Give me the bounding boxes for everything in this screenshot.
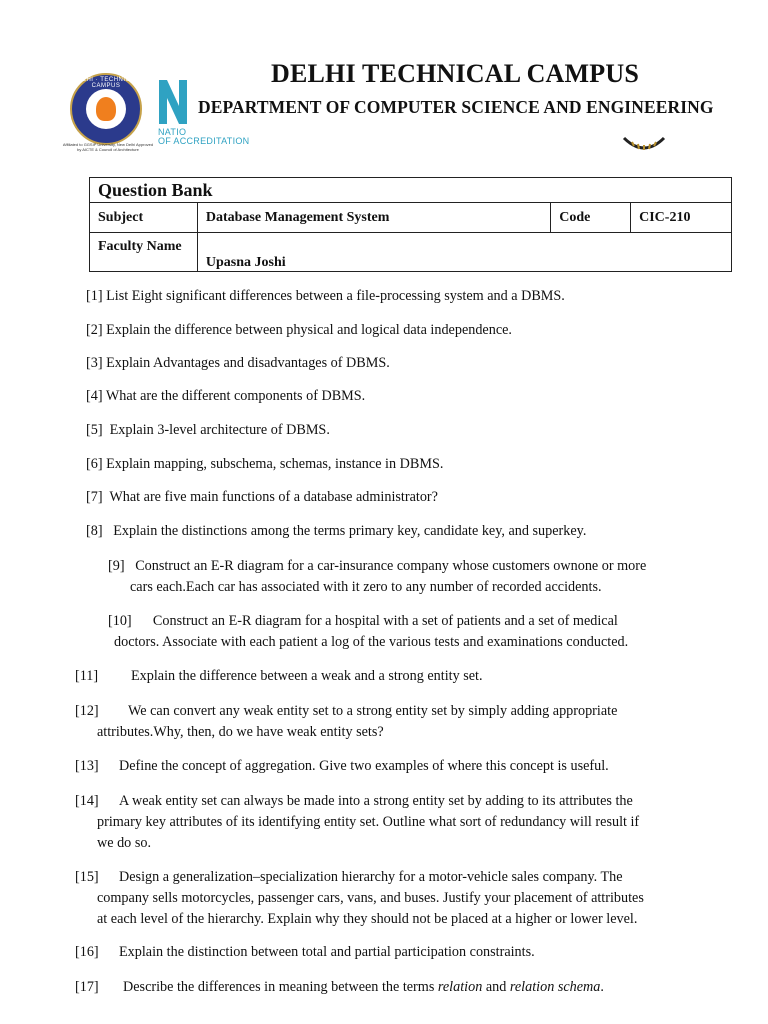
question-text: Explain the distinction between total and partial participation constraints. xyxy=(119,944,535,960)
subject-value: Database Management System xyxy=(197,203,550,233)
question-text: What are the different components of DBMS. xyxy=(105,388,366,404)
question-text-end: . xyxy=(600,979,604,995)
question-bank-title: Question Bank xyxy=(90,178,732,203)
question-number: [17] xyxy=(75,979,99,995)
question-number: [16] xyxy=(75,944,99,960)
question-text: Explain 3-level architecture of DBMS. xyxy=(109,422,330,438)
question-number: [9] xyxy=(108,558,125,574)
question-text: Construct an E-R diagram for a car-insurance company whose customers ownone or more xyxy=(135,558,647,574)
table-row xyxy=(90,203,732,233)
accreditation-line-1: NATIO xyxy=(158,127,187,137)
table-title-row xyxy=(90,178,732,203)
question-number: [10] xyxy=(108,613,132,629)
question-number: [11] xyxy=(75,668,99,684)
question-4 xyxy=(86,386,365,407)
question-text: Explain the difference between physical and logical data independence. xyxy=(106,322,512,338)
department-title: DEPARTMENT OF COMPUTER SCIENCE AND ENGINEERING xyxy=(198,97,714,117)
question-number: [5] xyxy=(86,422,103,438)
question-14 xyxy=(75,791,633,812)
question-text: Explain Advantages and disadvantages of DBMS. xyxy=(106,355,390,371)
term-relation-schema: relation schema xyxy=(509,979,601,995)
college-title: DELHI TECHNICAL CAMPUS xyxy=(271,59,639,88)
logo-ring-text: DELHI · TECHNICAL CAMPUS xyxy=(73,77,139,89)
subject-label: Subject xyxy=(90,203,198,233)
emblem-icon xyxy=(622,132,666,154)
question-6 xyxy=(86,454,443,475)
question-15 xyxy=(75,867,623,888)
question-text: We can convert any weak entity set to a strong entity set by simply adding appropriate xyxy=(128,703,618,719)
question-text: Explain the distinctions among the terms primary key, candidate key, and superkey. xyxy=(113,523,587,539)
question-text-join: and xyxy=(482,979,510,995)
question-7 xyxy=(86,487,438,508)
question-text: A weak entity set can always be made into a strong entity set by adding to its attributes the xyxy=(119,793,633,809)
question-number: [8] xyxy=(86,523,103,539)
faculty-label: Faculty Name xyxy=(90,233,198,272)
question-number: [4] xyxy=(86,388,103,404)
question-14-cont-2: we do so. xyxy=(97,835,151,851)
faculty-value: Upasna Joshi xyxy=(197,233,731,272)
question-number: [2] xyxy=(86,322,103,338)
question-text: Design a generalization–specialization hierarchy for a motor-vehicle sales company. The xyxy=(119,869,623,885)
question-14-cont: primary key attributes of its identifying entity set. Outline what sort of redundancy will result if xyxy=(97,814,640,830)
term-relation: relation xyxy=(437,979,483,995)
question-9-cont: cars each.Each car has associated with it zero to any number of recorded accidents. xyxy=(130,579,602,595)
question-2 xyxy=(86,320,512,341)
code-value: CIC-210 xyxy=(631,203,732,233)
question-number: [14] xyxy=(75,793,99,809)
question-16 xyxy=(75,942,535,963)
question-5 xyxy=(86,420,330,441)
question-10 xyxy=(108,611,618,632)
question-text: Describe the differences in meaning between the terms xyxy=(123,979,438,995)
question-15-cont-2: at each level of the hierarchy. Explain why they should not be placed at a higher or lower level. xyxy=(97,911,638,927)
flame-icon xyxy=(96,97,116,121)
code-label: Code xyxy=(551,203,631,233)
question-text: Construct an E-R diagram for a hospital with a set of patients and a set of medical xyxy=(152,613,618,629)
question-15-cont: company sells motorcycles, passenger cars, vans, and buses. Justify your placement of attributes xyxy=(97,890,644,906)
accreditation-line-2: OF ACCREDITATION xyxy=(158,136,250,146)
question-number: [12] xyxy=(75,703,99,719)
logo-emblem xyxy=(86,89,126,129)
question-text: Define the concept of aggregation. Give two examples of where this concept is useful. xyxy=(119,758,609,774)
question-number: [3] xyxy=(86,355,103,371)
question-3 xyxy=(86,353,390,374)
question-text: Explain mapping, subschema, schemas, instance in DBMS. xyxy=(106,456,444,472)
question-17 xyxy=(75,977,604,998)
question-10-cont: doctors. Associate with each patient a log of the various tests and examinations conducted. xyxy=(114,634,629,650)
question-12-cont: attributes.Why, then, do we have weak entity sets? xyxy=(97,724,384,740)
question-8 xyxy=(86,521,586,542)
table-row xyxy=(90,233,732,272)
question-number: [15] xyxy=(75,869,99,885)
question-12 xyxy=(75,701,617,722)
question-13 xyxy=(75,756,609,777)
question-1 xyxy=(86,286,565,307)
question-9 xyxy=(108,556,646,577)
accreditation-text xyxy=(158,128,249,146)
question-number: [6] xyxy=(86,456,103,472)
question-text: List Eight significant differences between a file-processing system and a DBMS. xyxy=(106,288,565,304)
question-bank-table xyxy=(89,177,732,272)
question-number: [13] xyxy=(75,758,99,774)
question-11 xyxy=(75,666,483,687)
question-number: [1] xyxy=(86,288,103,304)
logo-caption: Affiliated to GGSIP University, New Delhi Approved by AICTE & Council of Architecture xyxy=(62,142,154,152)
question-text: Explain the difference between a weak and a strong entity set. xyxy=(131,668,483,684)
question-text: What are five main functions of a database administrator? xyxy=(109,489,438,505)
question-number: [7] xyxy=(86,489,103,505)
